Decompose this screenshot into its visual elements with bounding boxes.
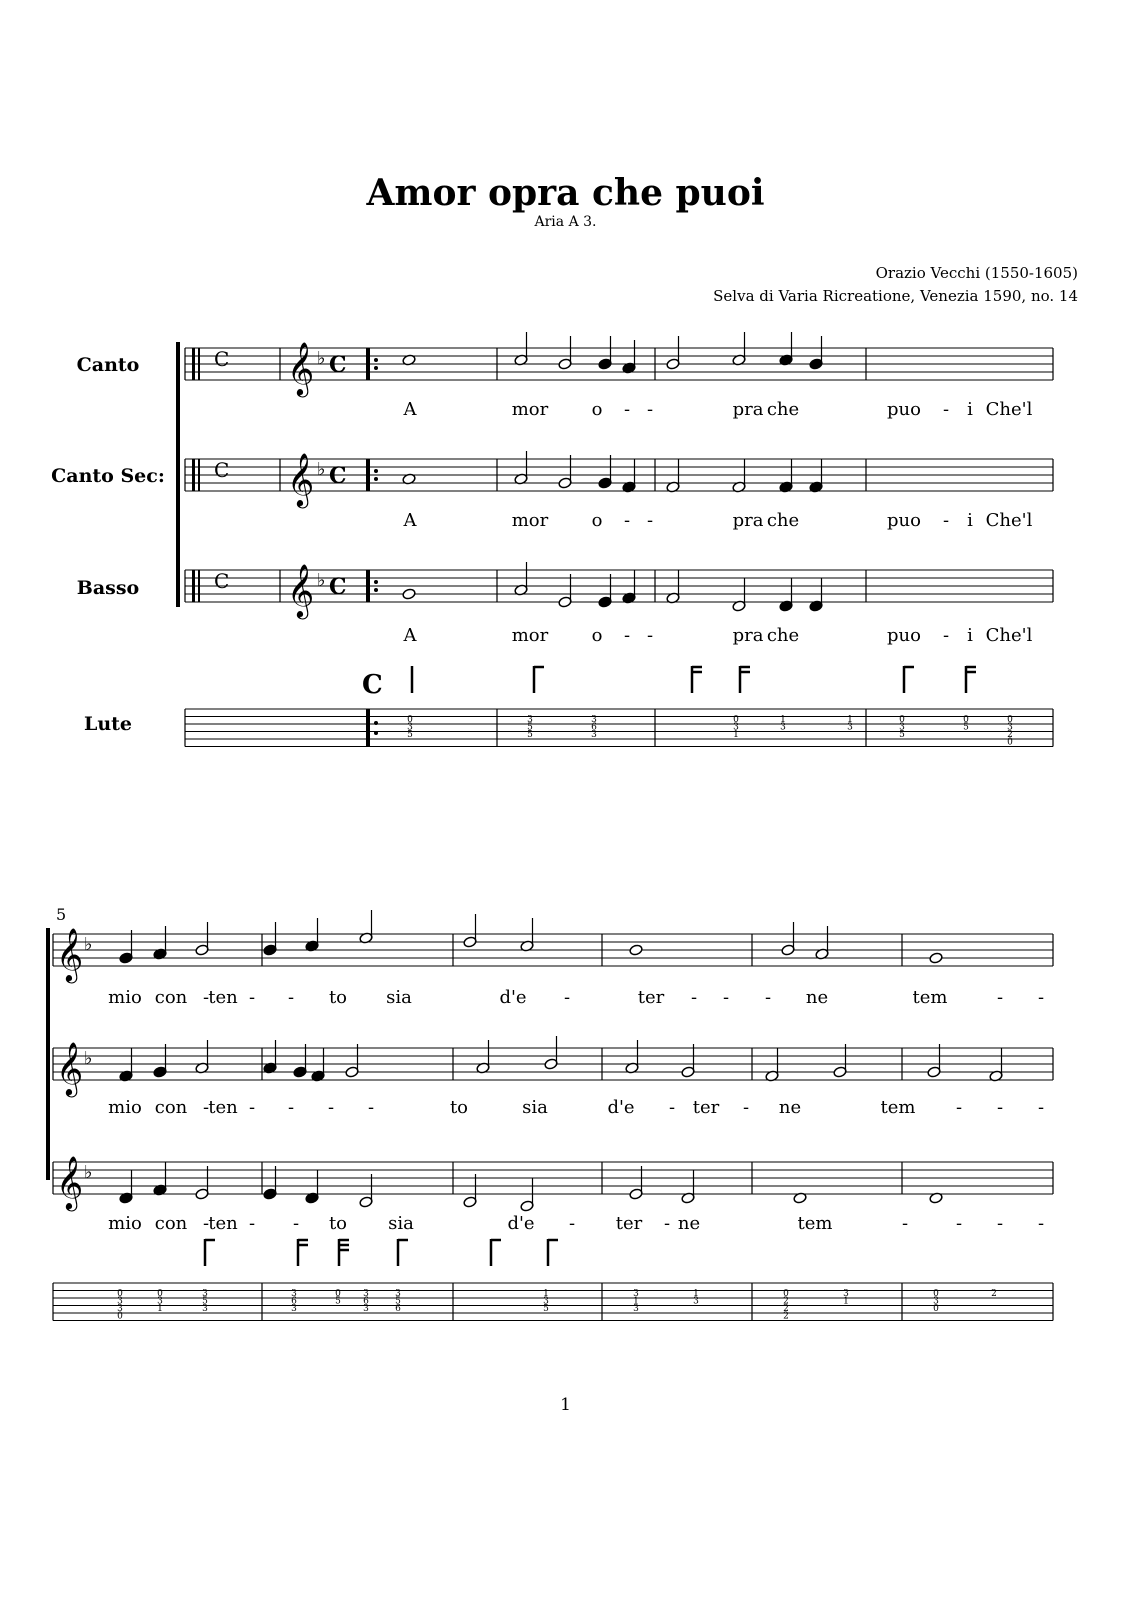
lyric-basso: - [942, 625, 950, 646]
lyric-canto-sec: ten [208, 1097, 238, 1118]
treble-clef: 𝄞 [56, 1155, 84, 1209]
tab-fret-number: 3 [363, 1289, 369, 1299]
repeat-dot [374, 469, 378, 473]
tab-fret-number: 0 [733, 715, 739, 725]
lyric-canto: - [563, 987, 571, 1008]
tab-fret-number: 2 [783, 1296, 789, 1307]
lyric-basso: - [248, 1213, 256, 1234]
lyric-canto: - [996, 987, 1004, 1008]
tab-fret-number: 5 [202, 1296, 208, 1307]
tab-fret-number: 3 [847, 722, 853, 733]
lyric-canto: mor [511, 399, 549, 420]
tab-fret-number: 0 [157, 1289, 163, 1299]
lyric-canto: A [403, 399, 417, 420]
key-signature-flat: ♭ [317, 348, 326, 369]
tab-fret-number: 2 [783, 1304, 789, 1314]
score-dynamic-layer [48, 332, 1053, 1322]
lyric-basso: to [328, 1213, 348, 1234]
tab-fret-number: 3 [1007, 722, 1013, 733]
lyric-canto: Che'l [985, 399, 1033, 420]
key-signature-flat: ♭ [84, 1048, 93, 1069]
piece-title: Amor opra che puoi [366, 172, 765, 214]
lyric-basso: Che'l [985, 625, 1033, 646]
tab-fret-number: 3 [395, 1289, 401, 1299]
lyric-basso: o [591, 625, 603, 646]
tab-fret-number: 5 [407, 730, 413, 740]
tab-fret-number: 3 [291, 1304, 297, 1314]
tab-fret-number: 2 [1007, 730, 1013, 740]
tab-fret-number: 0 [933, 1289, 939, 1299]
lyric-canto-sec: to [449, 1097, 469, 1118]
tab-time-signature: C [362, 670, 383, 700]
tab-fret-number: 3 [202, 1289, 208, 1299]
repeat-dot [374, 366, 378, 370]
lyric-canto: to [328, 987, 348, 1008]
lyric-basso: - [1037, 1213, 1045, 1234]
repeat-dot [374, 358, 378, 362]
lyric-canto-sec: - [942, 510, 950, 531]
tab-repeat-dot [374, 721, 378, 725]
tab-fret-number: 1 [543, 1289, 549, 1299]
lyric-canto: puo [887, 399, 921, 420]
tab-fret-number: 3 [591, 730, 597, 740]
lyric-canto: - [202, 987, 210, 1008]
lyric-basso: puo [887, 625, 921, 646]
lyric-basso: - [996, 1213, 1004, 1234]
treble-clef: 𝄞 [56, 1041, 84, 1095]
lyric-canto-sec: mio [108, 1097, 142, 1118]
lyric-basso: ter [615, 1213, 643, 1234]
lyric-canto: tem [912, 987, 948, 1008]
tab-repeat-dot [374, 731, 378, 735]
lyric-canto-sec: - [248, 1097, 256, 1118]
time-signature: C [329, 352, 347, 378]
lyric-canto-sec: o [591, 510, 603, 531]
treble-clef: 𝄞 [287, 563, 315, 617]
lyric-canto-sec: d'e [607, 1097, 635, 1118]
lyric-canto-sec: - [996, 1097, 1004, 1118]
tab-fret-number: 0 [783, 1289, 789, 1299]
lyric-basso: ten [208, 1213, 238, 1234]
lyric-canto-sec: - [367, 1097, 375, 1118]
lyric-canto: che [766, 399, 800, 420]
repeat-dot [374, 580, 378, 584]
tab-fret-number: 0 [933, 1304, 939, 1314]
incipit-time: C [214, 458, 230, 482]
key-signature-flat: ♭ [84, 934, 93, 955]
tab-fret-number: 3 [693, 1296, 699, 1307]
composer-name: Orazio Vecchi (1550-1605) [875, 264, 1078, 282]
note-head [629, 944, 643, 956]
lyric-basso: con [154, 1213, 188, 1234]
key-signature-flat: ♭ [317, 459, 326, 480]
repeat-dot [374, 477, 378, 481]
lyric-canto: con [154, 987, 188, 1008]
tab-fret-number: 6 [363, 1296, 369, 1307]
lyric-canto: ter [637, 987, 665, 1008]
c-clef [192, 459, 195, 491]
tab-repeat-bar [366, 709, 370, 747]
lyric-canto-sec: ter [692, 1097, 720, 1118]
lyric-basso: sia [388, 1213, 414, 1234]
tab-fret-number: 2 [991, 1289, 997, 1299]
lyric-basso: pra [732, 625, 764, 646]
tab-fret-number: 1 [633, 1296, 639, 1307]
lyric-basso: - [568, 1213, 576, 1234]
c-clef [198, 570, 200, 602]
lyric-canto-sec: Che'l [985, 510, 1033, 531]
lyric-canto: - [248, 987, 256, 1008]
tab-fret-number: 3 [117, 1304, 123, 1314]
label-basso: Basso [76, 577, 140, 599]
label-canto-sec: Canto Sec: [51, 465, 165, 487]
tab-fret-number: 3 [363, 1304, 369, 1314]
lyric-basso: ne [677, 1213, 701, 1234]
lyric-canto-sec: - [668, 1097, 676, 1118]
lyric-canto-sec: A [403, 510, 417, 531]
repeat-barline-thick [366, 348, 370, 380]
lyric-canto: - [942, 399, 950, 420]
lyric-canto-sec: puo [887, 510, 921, 531]
lyric-canto-sec: - [742, 1097, 750, 1118]
lyric-canto-sec: che [766, 510, 800, 531]
tab-fret-number: 3 [843, 1289, 849, 1299]
key-signature-flat: ♭ [84, 1162, 93, 1183]
label-lute: Lute [83, 713, 133, 735]
lyric-canto-sec: i [967, 510, 973, 531]
repeat-dot [374, 588, 378, 592]
tab-fret-number: 3 [899, 722, 905, 733]
lyric-canto-sec: sia [522, 1097, 548, 1118]
c-clef [198, 348, 200, 380]
tab-fret-number: 1 [157, 1304, 163, 1314]
incipit-time: C [214, 347, 230, 371]
tab-fret-number: 5 [899, 730, 905, 740]
lyric-canto-sec: - [955, 1097, 963, 1118]
tab-fret-number: 1 [847, 715, 853, 725]
measure-number-5: 5 [56, 905, 67, 924]
tab-fret-number: 5 [395, 1296, 401, 1307]
lyric-canto-sec: - [287, 1097, 295, 1118]
tab-fret-number: 1 [693, 1289, 699, 1299]
lyric-canto: d'e [499, 987, 527, 1008]
lyric-basso: che [766, 625, 800, 646]
lyric-canto: pra [732, 399, 764, 420]
tab-fret-number: 3 [633, 1304, 639, 1314]
lyric-basso: d'e [507, 1213, 535, 1234]
score-static-layer [51, 354, 383, 924]
tab-fret-number: 1 [780, 715, 786, 725]
lyric-canto: ne [805, 987, 829, 1008]
lyric-canto: i [967, 399, 973, 420]
lyric-canto: - [287, 987, 295, 1008]
lyric-canto: sia [386, 987, 412, 1008]
lyric-canto-sec: pra [732, 510, 764, 531]
tab-fret-number: 3 [407, 722, 413, 733]
tab-fret-number: 0 [335, 1289, 341, 1299]
tab-fret-number: 6 [291, 1296, 297, 1307]
tab-fret-number: 0 [117, 1289, 123, 1299]
lyric-canto-sec: mor [511, 510, 549, 531]
note-head [402, 588, 416, 600]
treble-clef: 𝄞 [56, 927, 84, 981]
lyric-canto-sec: - [1037, 1097, 1045, 1118]
tab-fret-number: 0 [407, 715, 413, 725]
tab-fret-number: 1 [843, 1296, 849, 1307]
treble-clef: 𝄞 [287, 341, 315, 395]
lyric-canto: mio [108, 987, 142, 1008]
lyric-basso: A [403, 625, 417, 646]
tab-fret-number: 6 [395, 1304, 401, 1314]
tab-fret-number: 0 [963, 715, 969, 725]
tab-fret-number: 0 [1007, 737, 1013, 748]
lyric-basso: tem [797, 1213, 833, 1234]
tab-fret-number: 3 [591, 715, 597, 725]
tab-fret-number: 3 [157, 1296, 163, 1307]
tab-fret-number: 5 [527, 730, 533, 740]
lyric-canto-sec: con [154, 1097, 188, 1118]
note-head [929, 952, 943, 964]
tab-fret-number: 3 [933, 1296, 939, 1307]
key-signature-flat: ♭ [317, 570, 326, 591]
tab-fret-number: 3 [633, 1289, 639, 1299]
tab-fret-number: 5 [527, 722, 533, 733]
lyric-basso: - [646, 625, 654, 646]
time-signature: C [329, 463, 347, 489]
c-clef [192, 348, 195, 380]
tab-fret-number: 5 [963, 722, 969, 733]
lyric-canto: - [623, 399, 631, 420]
incipit-time: C [214, 569, 230, 593]
tab-fret-number: 0 [1007, 715, 1013, 725]
lyric-canto-sec: - [202, 1097, 210, 1118]
lyric-canto-sec: tem [880, 1097, 916, 1118]
tab-fret-number: 0 [899, 715, 905, 725]
lyric-basso: - [292, 1213, 300, 1234]
tab-fret-number: 1 [733, 730, 739, 740]
lyric-canto-sec: - [327, 1097, 335, 1118]
lyric-canto: - [1037, 987, 1045, 1008]
c-clef [198, 459, 200, 491]
lyric-basso: - [623, 625, 631, 646]
time-signature: C [329, 574, 347, 600]
tab-fret-number: 3 [780, 722, 786, 733]
repeat-barline-thick [366, 570, 370, 602]
lyric-basso: - [202, 1213, 210, 1234]
lyric-basso: - [901, 1213, 909, 1234]
lyric-canto: - [764, 987, 772, 1008]
page-number: 1 [560, 1395, 571, 1415]
lyric-canto: - [646, 399, 654, 420]
tab-fret-number: 0 [117, 1311, 123, 1322]
tab-fret-number: 3 [543, 1296, 549, 1307]
lyric-basso: - [663, 1213, 671, 1234]
tab-fret-number: 5 [335, 1296, 341, 1307]
lyric-basso: mor [511, 625, 549, 646]
lyric-canto: - [722, 987, 730, 1008]
tab-fret-number: 3 [202, 1304, 208, 1314]
c-clef [192, 570, 195, 602]
lyric-canto: - [690, 987, 698, 1008]
lyric-canto-sec: ne [778, 1097, 802, 1118]
source-reference: Selva di Varia Ricreatione, Venezia 1590, no. 14 [713, 287, 1078, 305]
tab-fret-number: 2 [783, 1311, 789, 1322]
lyric-basso: mio [108, 1213, 142, 1234]
lyric-canto: o [591, 399, 603, 420]
lyric-canto-sec: - [646, 510, 654, 531]
tab-fret-number: 3 [291, 1289, 297, 1299]
lyric-canto-sec: - [623, 510, 631, 531]
tab-fret-number: 3 [527, 715, 533, 725]
tab-fret-number: 5 [543, 1304, 549, 1314]
repeat-barline-thick [366, 459, 370, 491]
treble-clef: 𝄞 [287, 452, 315, 506]
label-canto: Canto [76, 354, 140, 376]
tab-fret-number: 3 [733, 722, 739, 733]
tab-fret-number: 6 [591, 722, 597, 733]
piece-subtitle: Aria A 3. [534, 214, 597, 230]
tab-fret-number: 3 [117, 1296, 123, 1307]
lyric-basso: - [955, 1213, 963, 1234]
lyric-basso: i [967, 625, 973, 646]
lyric-canto: ten [208, 987, 238, 1008]
